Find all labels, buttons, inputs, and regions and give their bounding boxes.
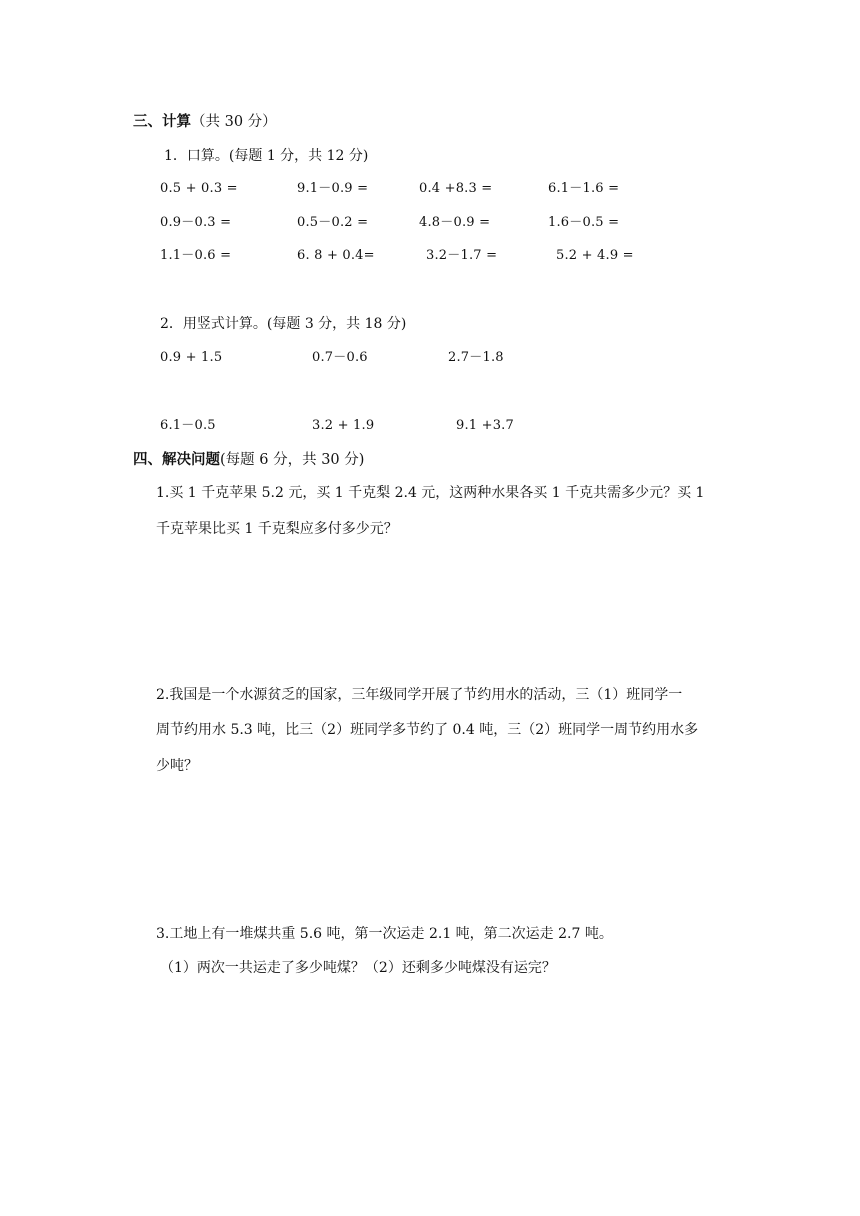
oral-calc-r2c3: 4.8－0.9 = [419, 215, 491, 230]
vertical-calc-r1c1: 0.9 + 1.5 [160, 350, 223, 365]
oral-calc-r2c2: 0.5－0.2 = [297, 215, 369, 230]
oral-calc-r1c4: 6.1－1.6 = [548, 181, 620, 196]
vertical-calc-r1c3: 2.7－1.8 [448, 350, 504, 365]
section3-heading [133, 112, 277, 132]
part2-title: 2．用竖式计算。(每题 3 分，共 18 分) [160, 316, 407, 332]
section4-heading [133, 450, 364, 470]
q2-line2: 周节约用水 5.3 吨，比三（2）班同学多节约了 0.4 吨，三（2）班同学一周节约用水多 [156, 722, 699, 738]
q2-line1: 2.我国是一个水源贫乏的国家，三年级同学开展了节约用水的活动，三（1）班同学一 [156, 687, 683, 703]
oral-calc-r3c3: 3.2－1.7 = [426, 248, 498, 263]
vertical-calc-r2c3: 9.1 +3.7 [456, 418, 514, 433]
section3-title: 三、计算 [133, 113, 191, 130]
oral-calc-r3c1: 1.1－0.6 = [160, 248, 232, 263]
oral-calc-r1c3: 0.4 +8.3 = [419, 181, 493, 196]
q2-line3: 少吨？ [156, 758, 198, 774]
vertical-calc-r2c2: 3.2 + 1.9 [312, 418, 375, 433]
oral-calc-r2c4: 1.6－0.5 = [548, 215, 620, 230]
vertical-calc-r2c1: 6.1－0.5 [160, 418, 216, 433]
oral-calc-r3c2: 6. 8 + 0.4= [297, 248, 375, 263]
oral-calc-r3c4: 5.2 + 4.9 = [556, 248, 634, 263]
section4-title: 四、解决问题 [133, 451, 220, 468]
q3-line2: （1）两次一共运走了多少吨煤？（2）还剩多少吨煤没有运完？ [160, 960, 556, 976]
part1-title: 1．口算。(每题 1 分，共 12 分) [164, 148, 369, 164]
oral-calc-r2c1: 0.9－0.3 = [160, 215, 232, 230]
q1-line1: 1.买 1 千克苹果 5.2 元，买 1 千克梨 2.4 元，这两种水果各买 1 千克共需多少元？买 1 [156, 485, 705, 501]
vertical-calc-r1c2: 0.7－0.6 [312, 350, 368, 365]
section4-subtitle: (每题 6 分，共 30 分) [220, 452, 365, 468]
q1-line2: 千克苹果比买 1 千克梨应多付多少元？ [156, 521, 398, 537]
oral-calc-r1c2: 9.1－0.9 = [297, 181, 369, 196]
oral-calc-r1c1: 0.5 + 0.3 = [160, 181, 238, 196]
section3-subtitle: （共 30 分） [191, 114, 277, 130]
q3-line1: 3.工地上有一堆煤共重 5.6 吨，第一次运走 2.1 吨，第二次运走 2.7 吨。 [156, 926, 613, 942]
